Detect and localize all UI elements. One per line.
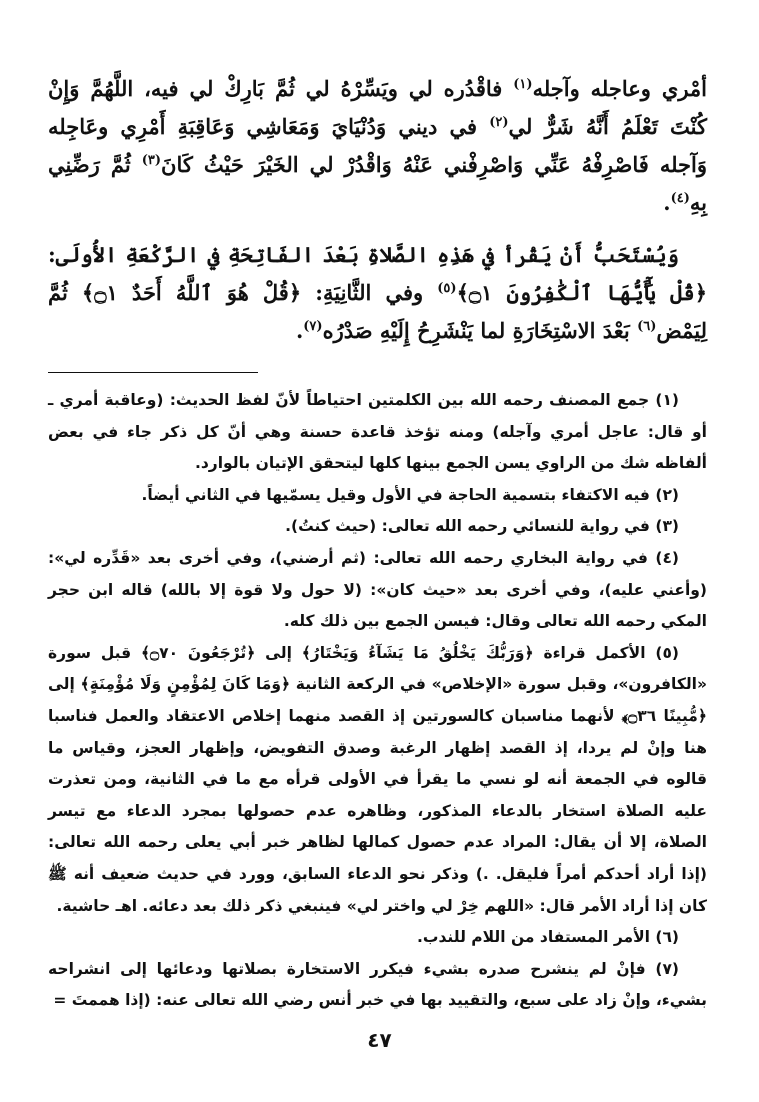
main-text: في ديني وَدُنْيَايَ وَمَعَاشِي وَعَاقِبَةِ أَمْرِي وعَاجِله وَآجله فَاصْرِفْهُ عَنِّي وَاصْرِفْني عَنْهُ وَاقْدُرْ لي الخَيْرَ حَيْثُ كَانَ [48, 114, 707, 177]
footnote-label: (١) [655, 391, 679, 409]
footnote-ref-4: (٤) [670, 191, 690, 206]
footnote-ref-5: (٥) [437, 281, 457, 296]
main-paragraph-1 [48, 70, 707, 222]
footnotes-section [48, 385, 707, 1017]
main-text: . [295, 318, 304, 343]
footnote-separator [48, 372, 707, 373]
main-text: . [663, 190, 671, 215]
footnote-text: فإنْ لم ينشرح صدره بشيء فيكرر الاستخارة بصلاتها ودعائها إلى انشراحه بشيء، وإنْ زاد على سبع، والتقييد بها في خبر أنس رضي الله تعالى عنه: (إذا هممتَ = [48, 959, 707, 1010]
footnote-ref-3: (٣) [141, 153, 162, 168]
main-text: فاقْدُره لي ويَسِّرْهُ لي ثُمَّ بَارِكْ لي فيه، اللَّهُمَّ وَإِنْ كُنْتَ تَعْلَمُ أَنَّهُ شَرٌّ لي [48, 76, 707, 139]
footnote-2 [48, 480, 707, 512]
footnote-text: في رواية البخاري رحمه الله تعالى: (ثم أرضني)، وفي أخرى بعد «قَدِّره لي»: (وأعني عليه)، وفي أخرى بعد «حيث كان»: (لا حول ولا قوة إلا بالله) قاله ابن حجر المكي رحمه الله تعالى وقال: فيسن الجمع بين ذلك كله. [48, 548, 707, 631]
main-text: أمْري وعاجله وآجله [532, 76, 707, 101]
footnote-ref-1: (١) [513, 77, 533, 92]
footnote-label: (٥) [655, 643, 679, 662]
footnote-4 [48, 543, 707, 638]
footnote-ref-2: (٢) [489, 115, 509, 130]
page-number: ٤٧ [367, 1028, 392, 1052]
footnote-text: فيه الاكتفاء بتسمية الحاجة في الأول وقيل يسمّيها في الثاني أيضاً. [141, 485, 650, 504]
footnote-5 [48, 638, 707, 922]
page-body [48, 70, 707, 1102]
footnote-6 [48, 922, 707, 954]
main-paragraph-2 [48, 236, 707, 350]
footnote-text: الأمر المستفاد من اللام للندب. [417, 928, 650, 947]
separator-line [48, 372, 258, 373]
footnote-7 [48, 954, 707, 1017]
main-text: وفي الثَّانِيَةِ: ﴿قُلْ هُوَ ٱللَّهُ أَحَدٌ ۝١﴾ ثُمَّ لِيَمْض [48, 280, 707, 343]
footnote-label: (٦) [655, 928, 679, 947]
footnote-text: في رواية للنسائي رحمه الله تعالى: (حيث كنتُ). [285, 517, 650, 536]
footnote-label: (٤) [655, 548, 679, 567]
footnote-text: الأكمل قراءة ﴿وَرَبُّكَ يَخْلُقُ مَا يَشَآءُ وَيَخْتَارُ﴾ إلى ﴿تُرْجَعُونَ ۝٧٠﴾ قبل سورة «الكافرون»، وقبل سورة «الإخلاص» في الركعة الثانية ﴿وَمَا كَانَ لِمُؤْمِنٍ وَلَا مُؤْمِنَةٍ﴾ إلى ﴿مُّبِينًا ۝٣٦﴾ لأنهما مناسبان كالسورتين إذ القصد منهما إخلاص الاعتقاد والعمل فناسبا هنا وإنْ لم يردا، إذ القصد إظهار الرغبة وصدق التفويض، وإظهار العجز، وقياس ما قالوه في الجمعة أنه لو نسي ما يقرأ في الأولى قرأه مع ما في الثانية، ومن تعذرت عليه الصلاة استخار بالدعاء المذكور، وظاهره عدم حصولها بمجرد الدعاء مع تيسر الصلاة، إلا أن يقال: المراد عدم حصول كمالها لظاهر خبر أبي يعلى رحمه الله تعالى: (إذا أراد أحدكم أمراً فليقل. .) وذكر نحو الدعاء السابق، وورد في حديث ضعيف أنه ﷺ كان إذا أراد الأمر قال: «اللهم خِرْ لي واختر لي» فينبغي ذكر ذلك بعد دعائه. اهـ حاشية. [48, 643, 707, 915]
main-text: وَيُسْتَحَبُّ أَنْ يَقْرأ في هَذِهِ الصَّلاةِ بَعْدَ الفَاتِحَةِ في الرَّكْعَةِ الأُولَى: ﴿قُلْ يَٰٓأَيُّهَا ٱلْكَٰفِرُونَ ۝١﴾ [48, 242, 708, 305]
footnote-text: جمع المصنف رحمه الله بين الكلمتين احتياطاً لأنّ لفظ الحديث: (وعاقبة أمري ـ أو قال: عاجل أمري وآجله) ومنه تؤخذ قاعدة حسنة وهي أنّ كل ذكر جاء في بعض ألفاظه شك من الراوي يسن الجمع بينها كلها ليتحقق الإتيان بالوارد. [48, 391, 707, 473]
footnote-label: (٣) [655, 517, 679, 536]
footnote-label: (٧) [655, 959, 679, 978]
main-text: بَعْدَ الاسْتِخَارَةِ لما يَنْشَرِحُ إِلَيْهِ صَدْرُه [322, 318, 638, 343]
footnote-1 [48, 385, 707, 480]
main-text: ثُمَّ رَضِّنِي بِهِ [48, 152, 707, 215]
footnote-3 [48, 511, 707, 543]
footnote-label: (٢) [655, 485, 679, 504]
footnote-ref-6: (٦) [637, 319, 657, 334]
footnote-ref-7: (٧) [303, 319, 323, 334]
